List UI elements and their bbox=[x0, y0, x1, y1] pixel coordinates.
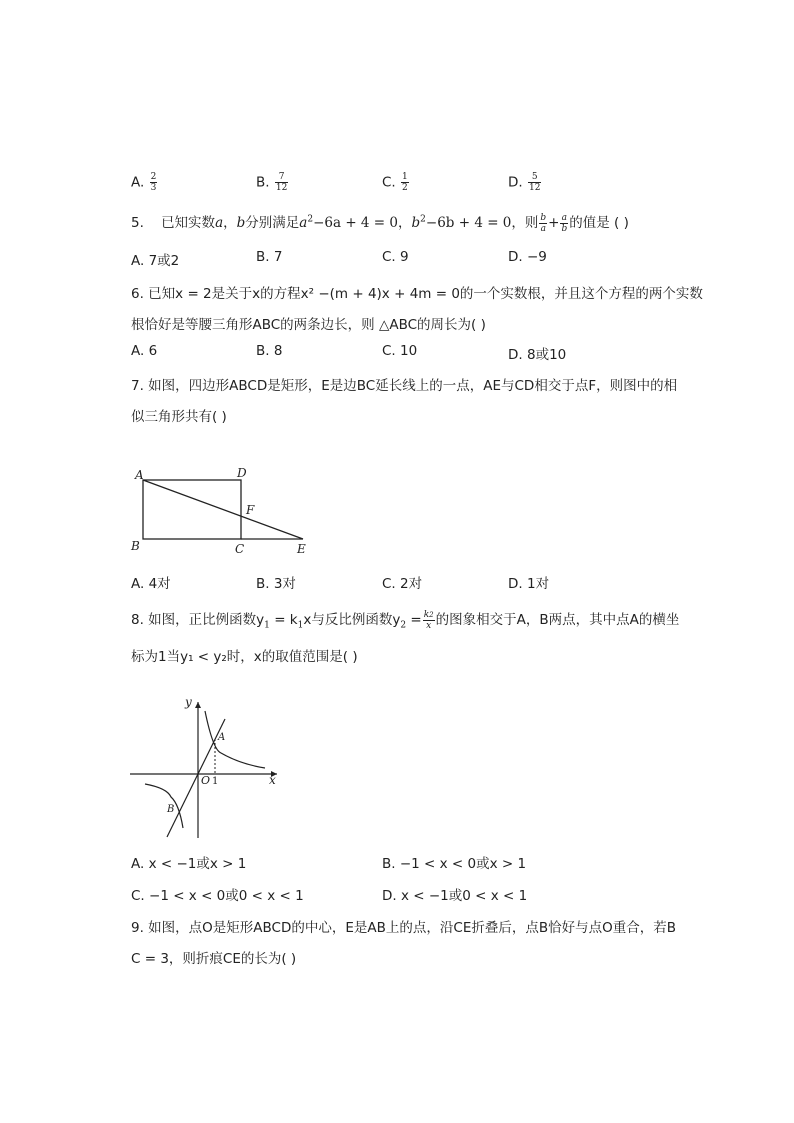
operator: + bbox=[548, 215, 560, 231]
y-axis-arrow bbox=[195, 702, 201, 708]
fraction bbox=[539, 213, 547, 234]
fraction bbox=[560, 213, 568, 234]
subscript: 1 bbox=[297, 620, 304, 631]
q5-option-d[interactable]: D. −9 bbox=[508, 249, 547, 265]
q8-option-d[interactable]: D. x < −1或0 < x < 1 bbox=[382, 888, 528, 904]
text: ， bbox=[223, 215, 237, 231]
numerator: b bbox=[540, 212, 547, 223]
q4-option-d[interactable] bbox=[508, 172, 542, 193]
q7-stem-line1: 7. 如图，四边形ABCD是矩形，E是边BC延长线上的一点，AE与CD相交于点F，则图中的相 bbox=[131, 378, 678, 394]
q4-option-a[interactable] bbox=[131, 172, 158, 193]
q4-option-c[interactable] bbox=[382, 172, 410, 193]
numerator: 7 bbox=[275, 172, 288, 183]
label-b: B bbox=[167, 804, 175, 815]
label-one: 1 bbox=[212, 776, 219, 787]
q7-option-b[interactable]: B. 3对 bbox=[256, 576, 296, 592]
numerator bbox=[423, 610, 435, 621]
q7-option-a[interactable]: A. 4对 bbox=[131, 576, 171, 592]
q8-stem-line2: 标为1当y₁ < y₂时，x的取值范围是( ) bbox=[131, 649, 358, 665]
subscript: 2 bbox=[400, 620, 407, 631]
denominator: 12 bbox=[275, 183, 288, 193]
text: ， bbox=[398, 215, 412, 231]
option-label: B. bbox=[256, 174, 270, 191]
q6-option-c[interactable]: C. 10 bbox=[382, 343, 418, 359]
label-y: y bbox=[185, 695, 192, 709]
math-var: a bbox=[299, 215, 308, 231]
equation: −6b + 4 = 0 bbox=[425, 215, 512, 231]
q6-stem-line1: 6. 已知x = 2是关于x的方程x² −(m + 4)x + 4m = 0的一个实数根，并且这个方程的两个实数 bbox=[131, 286, 703, 302]
option-label: D. bbox=[508, 174, 523, 191]
text: = bbox=[406, 612, 422, 628]
subscript: 2 bbox=[429, 610, 434, 619]
q6-option-a[interactable]: A. 6 bbox=[131, 343, 158, 359]
q7-figure bbox=[125, 462, 325, 562]
math-var: b bbox=[411, 215, 421, 231]
label-e: E bbox=[297, 542, 306, 556]
fraction bbox=[423, 610, 435, 631]
text: 已知实数 bbox=[161, 215, 216, 231]
fraction bbox=[150, 172, 158, 193]
math-var: a bbox=[215, 215, 224, 231]
text: = k bbox=[269, 612, 298, 628]
rectangle-abcd bbox=[143, 480, 241, 539]
q9-stem-line2: C = 3，则折痕CE的长为( ) bbox=[131, 951, 297, 967]
label-a: A bbox=[218, 732, 226, 743]
fraction bbox=[275, 172, 288, 193]
text: 的图象相交于A，B两点，其中点A的横坐 bbox=[435, 612, 680, 628]
hyperbola-branch-3 bbox=[145, 784, 183, 828]
denominator: b bbox=[561, 223, 568, 234]
q5-option-b[interactable]: B. 7 bbox=[256, 249, 283, 265]
label-b: B bbox=[131, 539, 140, 553]
q8-option-c[interactable]: C. −1 < x < 0或0 < x < 1 bbox=[131, 888, 304, 904]
numerator: a bbox=[561, 212, 568, 223]
denominator: a bbox=[540, 223, 546, 234]
numerator: 1 bbox=[402, 172, 408, 182]
q5-option-a[interactable]: A. 7或2 bbox=[131, 253, 180, 269]
fraction bbox=[528, 172, 541, 193]
hyperbola-branch-1 bbox=[205, 711, 265, 768]
q8-option-a[interactable]: A. x < −1或x > 1 bbox=[131, 856, 247, 872]
q5-option-c[interactable]: C. 9 bbox=[382, 249, 409, 265]
label-c: C bbox=[235, 542, 245, 556]
denominator: 3 bbox=[150, 183, 157, 193]
numerator: 5 bbox=[528, 172, 541, 183]
label-a: A bbox=[135, 468, 144, 482]
label-f: F bbox=[246, 503, 255, 517]
denominator: x bbox=[426, 620, 432, 631]
question-number: 5. bbox=[131, 215, 144, 231]
text: 8. 如图，正比例函数y bbox=[131, 612, 265, 628]
denominator: 2 bbox=[402, 183, 408, 193]
exponent: 2 bbox=[307, 214, 314, 225]
q9-stem-line1: 9. 如图，点O是矩形ABCD的中心，E是AB上的点，沿CE折叠后，点B恰好与点O重合，若B bbox=[131, 920, 677, 936]
q8-stem-line1 bbox=[131, 608, 679, 631]
q6-stem-line2: 根恰好是等腰三角形ABC的两条边长，则 △ABC的周长为( ) bbox=[131, 317, 486, 333]
label-x: x bbox=[269, 773, 276, 787]
text: 分别满足 bbox=[245, 215, 300, 231]
subscript: 1 bbox=[264, 620, 270, 631]
option-label: C. bbox=[382, 174, 396, 191]
fraction bbox=[401, 172, 409, 193]
equation: −6a + 4 = 0 bbox=[313, 215, 398, 231]
numerator: 2 bbox=[150, 172, 157, 182]
text: ，则 bbox=[511, 215, 539, 231]
text: 的值是 ( ) bbox=[569, 215, 629, 231]
label-o: O bbox=[201, 774, 211, 787]
q7-stem-line2: 似三角形共有( ) bbox=[131, 409, 227, 425]
math-var: b bbox=[236, 215, 246, 231]
q8-figure bbox=[125, 692, 285, 842]
segment-ae bbox=[143, 480, 303, 539]
q6-option-d[interactable]: D. 8或10 bbox=[508, 347, 567, 363]
text: x与反比例函数y bbox=[303, 612, 401, 628]
exponent: 2 bbox=[420, 214, 426, 225]
label-d: D bbox=[237, 466, 247, 480]
option-label: A. bbox=[131, 174, 145, 191]
q5-stem bbox=[131, 211, 629, 234]
q7-option-c[interactable]: C. 2对 bbox=[382, 576, 423, 592]
q8-option-b[interactable]: B. −1 < x < 0或x > 1 bbox=[382, 856, 527, 872]
q7-option-d[interactable]: D. 1对 bbox=[508, 576, 550, 592]
q6-option-b[interactable]: B. 8 bbox=[256, 343, 283, 359]
denominator: 12 bbox=[528, 183, 541, 193]
q4-option-b[interactable] bbox=[256, 172, 289, 193]
numerator-var: k bbox=[423, 609, 430, 620]
